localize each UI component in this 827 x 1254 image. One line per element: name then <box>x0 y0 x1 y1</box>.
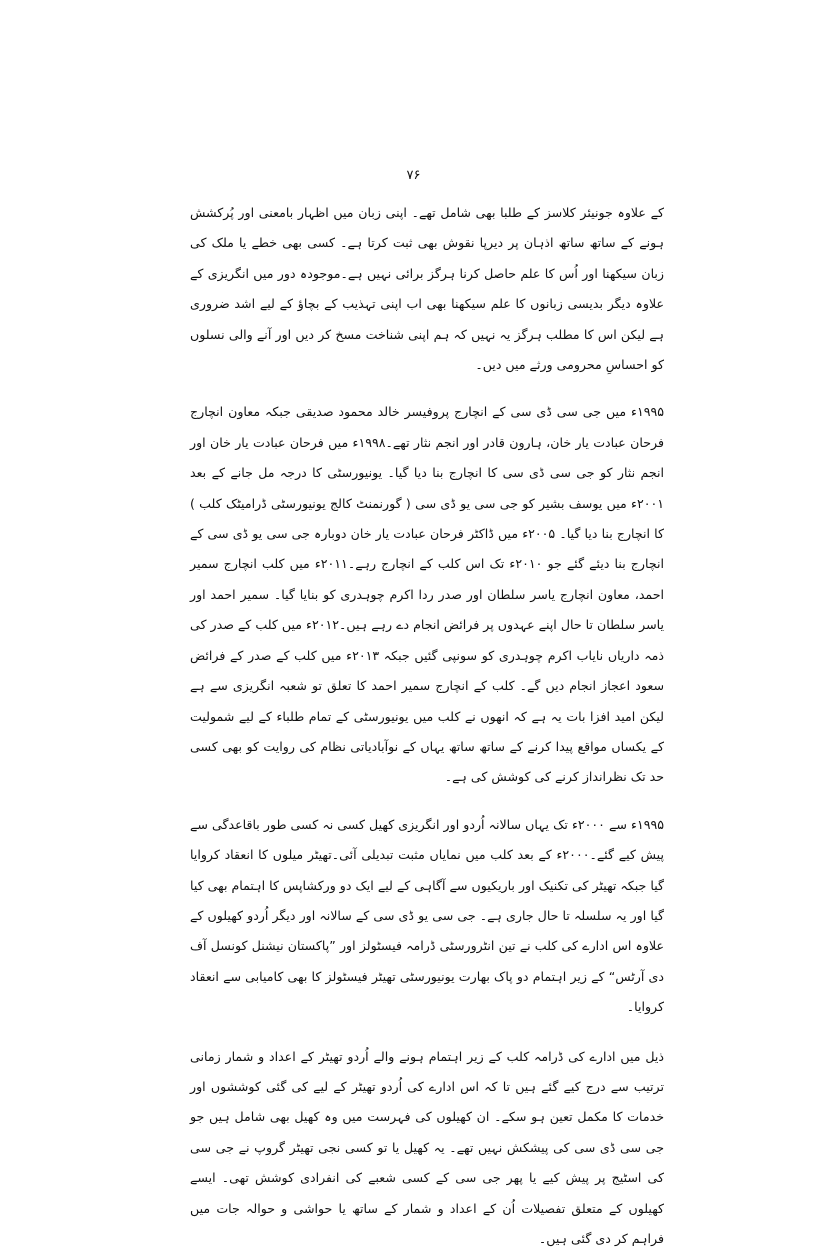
paragraph-continuation: کے علاوہ جونیئر کلاسز کے طلبا بھی شامل تھے۔ اپنی زبان میں اظہار بامعنی اور پُرکشش ہونے کے ساتھ ساتھ اذہان پر دیرپا نقوش بھی ثبت کرتا ہے۔ کسی بھی خطے یا ملک کی زبان سیکھنا اور اُس کا علم حاصل کرنا ہرگز برائی نہیں ہے۔موجودہ دور میں انگریزی کے علاوہ دیگر بدیسی زبانوں کا علم سیکھنا بھی اب اپنی تہذیب کے بچاؤ کے لیے اشد ضروری ہے لیکن اس کا مطلب ہرگز یہ نہیں کہ ہم اپنی شناخت مسخ کر دیں اور آنے والی نسلوں کو احساسِ محرومی ورثے میں دیں۔ <box>190 205 664 373</box>
page-body <box>190 198 664 1254</box>
paragraph-club-incharges: ۱۹۹۵ء میں جی سی ڈی سی کے انچارج پروفیسر خالد محمود صدیقی جبکہ معاون انچارج فرحان عبادت یار خان، ہارون قادر اور انجم نثار تھے۔۱۹۹۸ء میں فرحان عبادت یار خان اور انجم نثار کو جی سی ڈی سی کا انچارج بنا دیا گیا۔ یونیورسٹی کا درجہ مل جانے کے بعد ۲۰۰۱ء میں یوسف بشیر کو جی سی یو ڈی سی ( گورنمنٹ کالج یونیورسٹی ڈرامیٹک کلب ) کا انچارج بنا دیا گیا۔ ۲۰۰۵ء میں ڈاکٹر فرحان عبادت یار خان دوبارہ جی سی یو ڈی سی کے انچارج بنا دیئے گئے جو ۲۰۱۰ء تک اس کلب کے انچارج رہے۔۲۰۱۱ء میں کلب انچارج سمیر احمد، معاون انچارج یاسر سلطان اور صدر ردا اکرم چوہدری کو بنایا گیا۔ سمیر احمد اور یاسر سلطان تا حال اپنے عہدوں پر فرائض انجام دے رہے ہیں۔۲۰۱۲ء میں کلب کے صدر کی ذمہ داریاں نایاب اکرم چوہدری کو سونپی گئیں جبکہ ۲۰۱۳ء میں کلب کے صدر کے فرائض سعود اعجاز انجام دیں گے۔ کلب کے انچارج سمیر احمد کا تعلق تو شعبہ انگریزی سے ہے لیکن امید افزا بات یہ ہے کہ انھوں نے کلب میں یونیورسٹی کے تمام طلباء کے لیے شمولیت کے یکساں مواقع پیدا کرنے کے ساتھ ساتھ یہاں کے نوآبادیاتی نظام کی روایت کو بھی کسی حد تک نظرانداز کرنے کی کوشش کی ہے۔ <box>190 404 665 785</box>
paragraph-theatre-records-intro: ذیل میں ادارے کی ڈرامہ کلب کے زیر اہتمام ہونے والے اُردو تھیٹر کے اعداد و شمار زمانی ترتیب سے درج کیے گئے ہیں تا کہ اس ادارے کی اُردو تھیٹر کے لیے کی گئی کوششوں اور خدمات کا مکمل تعین ہو سکے۔ ان کھیلوں کی فہرست میں وہ کھیل بھی شامل ہیں جو جی سی ڈی سی کی پیشکش نہیں تھے۔ یہ کھیل یا تو کسی نجی تھیٹر گروپ نے جی سی کی اسٹیج پر پیش کیے یا پھر جی سی کے کسی شعبے کی انفرادی کوشش تھی۔ ایسے کھیلوں کے متعلق تفصیلات اُن کے اعداد و شمار کے ساتھ یا حواشی و حوالہ جات میں فراہم کر دی گئی ہیں۔ <box>190 1048 664 1246</box>
paragraph-annual-plays: ۱۹۹۵ء سے ۲۰۰۰ء تک یہاں سالانہ اُردو اور انگریزی کھیل کسی نہ کسی طور باقاعدگی سے پیش کیے گئے۔۲۰۰۰ء کے بعد کلب میں نمایاں مثبت تبدیلی آئی۔تھیٹر میلوں کا انعقاد کروایا گیا جبکہ تھیٹر کی تکنیک اور باریکیوں سے آگاہی کے لیے ایک دو ورکشاپس کا اہتمام بھی کیا گیا اور یہ سلسلہ تا حال جاری ہے۔ جی سی یو ڈی سی کے سالانہ اور دیگر اُردو کھیلوں کے علاوہ اس ادارے کی کلب نے تین انٹرورسٹی ڈرامہ فیسٹولز اور ”پاکستان نیشنل کونسل آف دی آرٹس“ کے زیر اہتمام دو پاک بھارت یونیورسٹی تھیٹر فیسٹولز کا بھی کامیابی سے انعقاد کروایا۔ <box>190 816 664 1015</box>
page-number: ۷۶ <box>406 168 421 183</box>
